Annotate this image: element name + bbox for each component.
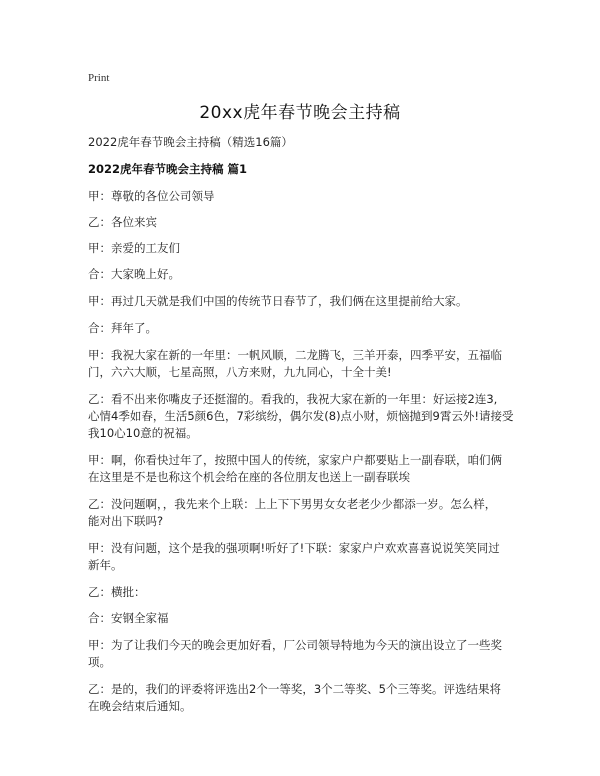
print-label: Print: [88, 72, 110, 84]
dialogue-line: 甲：啊，你看快过年了，按照中国人的传统，家家户户都要贴上一副春联，咱们俩: [88, 453, 502, 467]
dialogue-line: 合：安钢全家福: [88, 611, 169, 625]
dialogue-line: 合：拜年了。: [88, 321, 157, 335]
document-title: 20xx虎年春节晚会主持稿: [199, 103, 401, 123]
dialogue-line: 甲：亲爱的工友们: [88, 241, 180, 255]
document-subtitle: 2022虎年春节晚会主持稿（精选16篇）: [88, 135, 293, 149]
dialogue-line: 合：大家晚上好。: [88, 267, 180, 281]
dialogue-line: 甲：再过几天就是我们中国的传统节日春节了，我们俩在这里提前给大家。: [88, 294, 468, 308]
dialogue-line: 在这里是不是也称这个机会给在座的各位朋友也送上一副春联埃: [88, 470, 410, 484]
dialogue-line: 在晚会结束后通知。: [88, 699, 192, 713]
dialogue-line: 乙：看不出来你嘴皮子还挺溜的。看我的，我祝大家在新的一年里：好运接2连3,: [88, 392, 498, 406]
dialogue-line: 我10心10意的祝福。: [88, 426, 198, 440]
dialogue-line: 乙：各位来宾: [88, 215, 157, 229]
dialogue-line: 新年。: [88, 558, 123, 572]
dialogue-line: 乙：横批：: [88, 585, 146, 599]
section-heading: 2022虎年春节晚会主持稿 篇1: [88, 162, 248, 176]
dialogue-line: 甲：我祝大家在新的一年里：一帆风顺，二龙腾飞，三羊开泰，四季平安，五福临: [88, 348, 502, 362]
dialogue-line: 甲：没有问题，这个是我的强项啊!听好了!下联：家家户户欢欢喜喜说说笑笑同过: [88, 541, 500, 555]
dialogue-line: 能对出下联吗?: [88, 514, 164, 528]
dialogue-line: 项。: [88, 655, 111, 669]
dialogue-line: 乙：没问题啊，，我先来个上联：上上下下男男女女老老少少都添一岁。怎么样，: [88, 497, 497, 511]
dialogue-line: 心情4季如春，生活5颜6色，7彩缤纷，偶尔发(8)点小财，烦恼抛到9霄云外!请接受: [88, 409, 514, 423]
dialogue-line: 门，六六大顺，七星高照，八方来财，九九同心，十全十美!: [88, 365, 392, 379]
dialogue-line: 甲：尊敬的各位公司领导: [88, 189, 215, 203]
dialogue-line: 甲：为了让我们今天的晚会更加好看，厂公司领导特地为今天的演出设立了一些奖: [88, 638, 502, 652]
dialogue-line: 乙：是的，我们的评委将评选出2个一等奖，3个二等奖、5个三等奖。评选结果将: [88, 682, 501, 696]
